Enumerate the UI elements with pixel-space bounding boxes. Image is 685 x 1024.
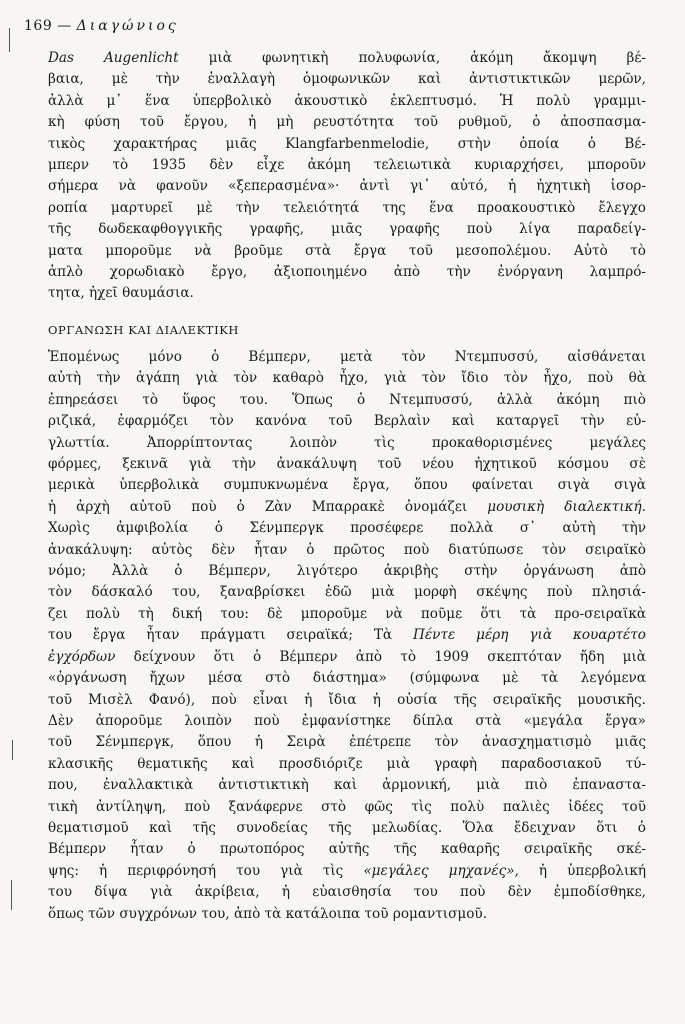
text-line xyxy=(48,690,646,711)
margin-mark-top xyxy=(9,28,10,52)
text-run: αὐτὴ τὴν ἀγάπη γιὰ τὸν καθαρὸ ἦχο, γιὰ τὸν ἴδιο τὸν ἦχο, ποὺ θὰ xyxy=(48,370,646,387)
text-run: τὸν δάσκαλό του, ξαναβρίσκει ἐδῶ μιὰ μορφὴ σκέψης ποὺ πλησιά- xyxy=(48,584,646,601)
text-run: ἀλλὰ μ᾽ ἕνα ὑπερβολικὸ ἀκουστικὸ ἐκλεπτυσμό. Ἡ πολὺ γραμμι- xyxy=(48,92,646,109)
text-run: τικὸς χαρακτήρας μιᾶς Klangfarbenmelodie, στὴν ὁποία ὁ Βέ- xyxy=(48,135,646,152)
text-line xyxy=(48,668,646,689)
text-line xyxy=(48,390,646,411)
text-line xyxy=(48,711,646,732)
text-run: ροπία μαρτυρεῖ μὲ τὴν τελειότητά της ἕνα προακουστικὸ ἔλεγχο xyxy=(48,199,646,216)
text-run: κὴ φύση τοῦ ἔργου, ἡ μὴ ρευστότητα τοῦ ρυθμοῦ, ὁ ἀποσπασμα- xyxy=(48,114,646,131)
text-run: του ἔργα ἦταν πράγματι σειραϊκά; Τὰ xyxy=(48,627,414,644)
running-head-title: Διαγώνιος xyxy=(76,18,179,34)
text-run: του δίψα γιὰ ἀκρίβεια, ἡ εὐαισθησία του ποὺ δὲν ἐμποδίσθηκε, xyxy=(48,884,646,901)
text-line xyxy=(48,219,646,240)
text-run: τοῦ Μισὲλ Φανό), ποὺ εἶναι ἡ ἴδια ἡ οὐσία τῆς σειραϊκῆς μουσικῆς. xyxy=(48,691,646,708)
text-run: Βέμπερν ἦταν ὁ πρωτοπόρος αὐτῆς τῆς καθαρῆς σειραϊκῆς σκέ- xyxy=(48,841,646,858)
margin-mark-middle xyxy=(12,740,13,760)
italic-text: μουσικὴ διαλεκτική. xyxy=(487,498,646,515)
text-run: Δὲν ἀποροῦμε λοιπὸν ποὺ ἐμφανίστηκε δίπλα στὰ «μεγάλα ἔργα» xyxy=(48,712,646,729)
running-head-separator: — xyxy=(57,18,72,34)
text-run: δείχνουν ὅτι ὁ Βέμπερν ἀπὸ τὸ 1909 σκεπτόταν ἤδη μιὰ xyxy=(115,648,646,665)
text-run: ἀνακάλυψη: αὐτὸς δὲν ἦταν ὁ πρῶτος ποὺ διατύπωσε τὸν σειραϊκὸ xyxy=(48,541,646,558)
text-run: φόρμες, ξεκινᾶ γιὰ τὴν ἀνακάλυψη τοῦ νέου ἠχητικοῦ κόσμου σὲ xyxy=(48,456,646,473)
text-line xyxy=(48,112,646,133)
paragraph-2 xyxy=(48,347,646,925)
text-line xyxy=(48,368,646,389)
text-run: κλασικῆς θεματικῆς καὶ προσδιόριζε μιὰ γραφὴ παραδοσιακοῦ τύ- xyxy=(48,755,646,772)
text-line xyxy=(48,582,646,603)
text-line xyxy=(48,69,646,90)
italic-text: ἐγχόρδων xyxy=(48,648,116,665)
text-run: μιὰ φωνητικὴ πολυφωνία, ἀκόμη ἄκομψη βέ- xyxy=(178,50,646,66)
text-run: Χωρὶς ἀμφιβολία ὁ Σένμπεργκ προσέφερε πολλὰ σ᾽ αὐτὴ τὴν xyxy=(48,520,646,537)
text-line xyxy=(48,839,646,860)
text-run: σήμερα νὰ φανοῦν «ξεπερασμένα»· ἀντὶ γι᾽ αὐτό, ἡ ἠχητικὴ ἰσορ- xyxy=(48,178,646,195)
text-line xyxy=(48,732,646,753)
text-line xyxy=(48,155,646,176)
text-run: που, ἐναλλακτικὰ ἀντιστικτικὴ καὶ ἁρμονική, μιὰ πιὸ ἐπαναστα- xyxy=(48,777,646,794)
text-run: ἁπλὸ χορωδιακὸ ἔργο, ἀξιοποιημένο ἀπὸ τὴν ἐνόργανη λαμπρό- xyxy=(48,264,646,281)
text-line xyxy=(48,561,646,582)
margin-mark-bottom xyxy=(11,880,12,910)
text-line xyxy=(48,198,646,219)
text-run: βαια, μὲ τὴν ἐναλλαγὴ ὁμοφωνικῶν καὶ ἀντιστικτικῶν μερῶν, xyxy=(48,71,646,88)
text-line xyxy=(48,283,646,304)
text-run: «ὀργάνωση ἤχων μέσα στὸ διάστημα» (σύμφωνα μὲ τὰ λεγόμενα xyxy=(48,670,646,687)
text-line xyxy=(48,775,646,796)
text-line xyxy=(48,797,646,818)
text-line xyxy=(48,241,646,262)
text-line xyxy=(48,347,646,368)
text-line xyxy=(48,454,646,475)
text-run: μπερν τὸ 1935 δὲν εἶχε ἀκόμη τελειωτικὰ κυριαρχήσει, μποροῦν xyxy=(48,157,646,174)
text-line xyxy=(48,818,646,839)
italic-text: Πέντε μέρη γιὰ κουαρτέτο xyxy=(413,627,646,644)
text-run: ματα μποροῦμε νὰ βροῦμε στὰ ἔργα τοῦ μεσοπολέμου. Αὐτὸ τὸ xyxy=(48,242,646,259)
text-line xyxy=(48,91,646,112)
text-line xyxy=(48,540,646,561)
text-run: θεματισμοῦ καὶ τῆς συνοδείας τῆς μελωδίας. Ὅλα ἔδειχναν ὅτι ὁ xyxy=(48,819,646,836)
italic-text: Das Augenlicht xyxy=(48,50,179,66)
text-run: ριζικά, ἐφαρμόζει τὸν κανόνα τοῦ Βερλαὶν καὶ καταργεῖ τὴν εὐ- xyxy=(48,413,646,430)
text-run: , ἡ ὑπερβολική xyxy=(514,862,646,879)
text-line xyxy=(48,134,646,155)
text-run: ψης: ἡ περιφρόνησή του γιὰ τὶς xyxy=(48,862,364,879)
text-run: τοῦ Σένμπεργκ, ὅπου ἡ Σειρὰ ἐπέτρεπε τὸν ἀνασχηματισμὸ μιᾶς xyxy=(48,734,646,751)
text-line xyxy=(48,625,646,646)
text-line xyxy=(48,48,646,69)
text-line xyxy=(48,754,646,775)
text-line xyxy=(48,518,646,539)
running-head xyxy=(24,18,179,34)
text-line xyxy=(48,647,646,668)
text-run: μερικὰ ὑπερβολικὰ συμπυκνωμένα ἔργα, ὅπου φαίνεται σιγὰ σιγὰ xyxy=(48,477,646,494)
text-line xyxy=(48,411,646,432)
text-line xyxy=(48,904,646,925)
text-line xyxy=(48,475,646,496)
text-line xyxy=(48,497,646,518)
text-line xyxy=(48,861,646,882)
text-line xyxy=(48,882,646,903)
text-run: ἐπηρεάσει τὸ ὕφος του. Ὅπως ὁ Ντεμπυσσύ, ἀλλὰ ἀκόμη πιὸ xyxy=(48,391,646,408)
text-run: τικὴ ἀντίληψη, ποὺ ξανάφερνε στὸ φῶς τὶς πολὺ παλιὲς ἰδέες τοῦ xyxy=(48,798,646,815)
section-heading: ΟΡΓΑΝΩΣΗ ΚΑΙ ΔΙΑΛΕΚΤΙΚΗ xyxy=(48,323,240,337)
text-line xyxy=(48,604,646,625)
text-line xyxy=(48,433,646,454)
italic-text: «μεγάλες μηχανές» xyxy=(363,862,515,879)
text-run: ζει πολὺ τὴ δική του: δὲ μποροῦμε νὰ ποῦμε ὅτι τὰ προ-σειραϊκὰ xyxy=(48,605,646,622)
page-number: 169 xyxy=(24,18,53,34)
text-line xyxy=(48,262,646,283)
text-run: ἡ ἀρχὴ αὐτοῦ ποὺ ὁ Ζὰν Μπαρρακὲ ὀνομάζει xyxy=(48,498,488,515)
text-run: νόμο; Ἀλλὰ ὁ Βέμπερν, λιγότερο ἀκριβὴς στὴν ὀργάνωση ἀπὸ xyxy=(48,563,646,580)
paragraph-1 xyxy=(48,48,646,305)
text-run: τητα, ἠχεῖ θαυμάσια. xyxy=(48,285,194,302)
text-run: Ἑπομένως μόνο ὁ Βέμπερν, μετὰ τὸν Ντεμπυσσύ, αἰσθάνεται xyxy=(48,349,646,365)
text-run: τῆς δωδεκαφθογγικῆς γραφῆς, μιᾶς γραφῆς ποὺ λίγα παραδείγ- xyxy=(48,221,646,238)
text-line xyxy=(48,176,646,197)
text-run: ὅπως τῶν συγχρόνων του, ἀπὸ τὰ κατάλοιπα τοῦ ρομαντισμοῦ. xyxy=(48,905,488,922)
text-run: γλωττία. Ἀπορρίπτοντας λοιπὸν τὶς προκαθορισμένες μεγάλες xyxy=(48,434,646,451)
